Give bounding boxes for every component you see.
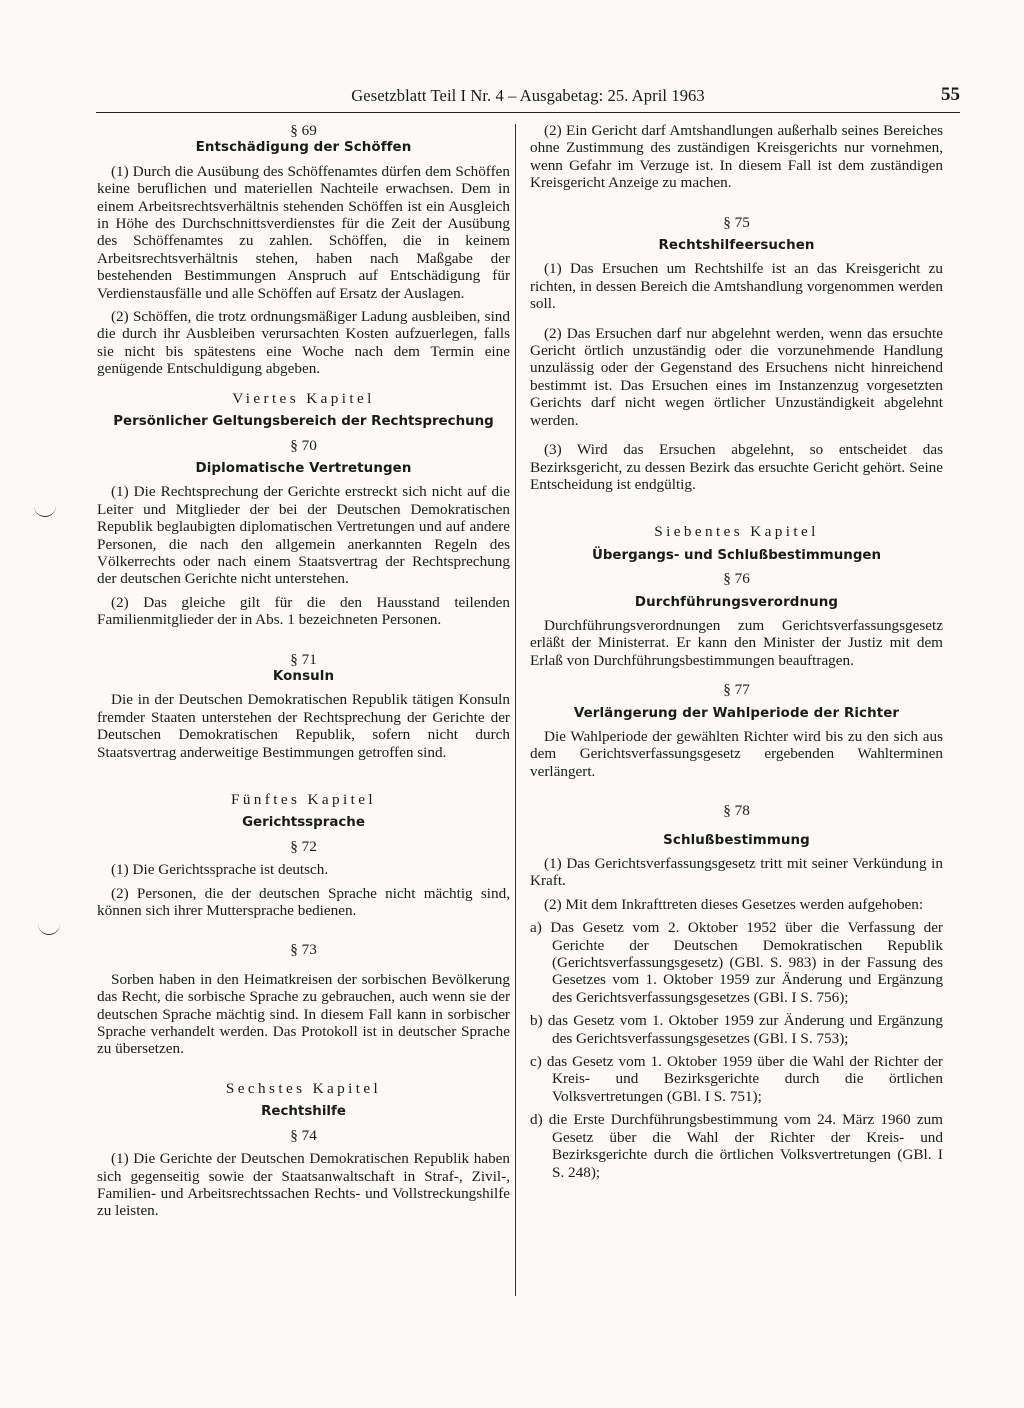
section-number: § 74: [290, 1126, 317, 1144]
section-number: § 72: [290, 837, 317, 855]
paragraph: (1) Das Gerichtsverfassungsgesetz tritt mit seiner Verkündung in Kraft.: [530, 855, 943, 890]
paragraph: Sorben haben in den Heimatkreisen der sorbischen Bevölkerung das Recht, die sorbische Sprache zu gebrauchen, auch wenn sie der deutschen Sprache mächtig sind. In diesem Fall kann in sorbischer Sprache verhandelt werden. Das Protokoll ist in deutscher Sprache zu übersetzen.: [97, 970, 510, 1058]
list-item: b) das Gesetz vom 1. Oktober 1959 zur Änderung und Ergänzung des Gerichtsverfassungsgesetzes (GBl. I S. 753);: [530, 1012, 943, 1047]
paragraph: (1) Die Gerichte der Deutschen Demokratischen Republik haben sich gegenseitig sowie der Staatsanwaltschaft in Straf-, Zivil-, Familien- und Arbeitsrechtssachen Rechts- und Vollstreckungshilfe zu leisten.: [97, 1150, 510, 1220]
left-column: [97, 122, 510, 1220]
chapter-title: Übergangs- und Schlußbestimmungen: [591, 547, 882, 563]
section-number: § 76: [723, 570, 750, 588]
chapter-title: Persönlicher Geltungsbereich der Rechtsprechung: [113, 414, 494, 430]
paragraph: Die in der Deutschen Demokratischen Republik tätigen Konsuln fremder Staaten unterstehen der Rechtsprechung der Gerichte der Deutschen Demokratischen Republik, sofern nicht durch Staatsvertrag anderweitige Bestimmungen getroffen sind.: [97, 691, 510, 761]
paragraph: (2) Mit dem Inkrafttreten dieses Gesetzes werden aufgehoben:: [544, 895, 924, 913]
chapter-label: Sechstes Kapitel: [225, 1079, 382, 1097]
list-item: a) Das Gesetz vom 2. Oktober 1952 über die Verfassung der Gerichte der Deutschen Demokratischen Republik (Gerichtsverfassungsgesetz) (GBl. S. 983) in der Fassung des Gesetzes vom 1. Oktober 1959 zur Änderung und Ergänzung des Gerichtsverfassungsgesetzes (GBl. I S. 756);: [530, 919, 943, 1006]
page-header: [96, 84, 960, 113]
paragraph: (2) Schöffen, die trotz ordnungsmäßiger Ladung ausbleiben, sind die durch ihr Ausbleiben verursachten Kosten aufzuerlegen, falls sie nicht bis spätestens eine Woche nach dem Termin eine genügende Entschuldigung abgeben.: [97, 308, 510, 378]
margin-mark: [38, 924, 60, 935]
section-title: Diplomatische Vertretungen: [195, 460, 412, 476]
chapter-title: Gerichtssprache: [242, 815, 365, 831]
section-title: Durchführungsverordnung: [634, 594, 839, 610]
section-number: § 75: [723, 213, 750, 231]
chapter-label: Viertes Kapitel: [232, 389, 375, 407]
paragraph: (1) Das Ersuchen um Rechtshilfe ist an das Kreisgericht zu richten, in dessen Bereich die Amtshandlung vorgenommen werden soll.: [530, 260, 943, 313]
right-column: [530, 122, 943, 1181]
margin-mark: [34, 506, 56, 517]
paragraph: (3) Wird das Ersuchen abgelehnt, so entscheidet das Bezirksgericht, zu dessen Bezirk das ersuchte Gericht gehört. Seine Entscheidung ist endgültig.: [530, 441, 943, 493]
paragraph: (2) Ein Gericht darf Amtshandlungen außerhalb seines Bereiches ohne Zustimmung des zuständigen Kreisgerichts nur vornehmen, wenn Gefahr im Verzuge ist. In diesem Fall ist dem zuständigen Kreisgericht Anzeige zu machen.: [530, 122, 943, 192]
section-number: § 71: [290, 650, 317, 668]
header-title: Gesetzblatt Teil I Nr. 4 – Ausgabetag: 25. April 1963: [351, 86, 705, 105]
section-number: § 77: [723, 681, 750, 699]
section-title: Verlängerung der Wahlperiode der Richter: [573, 705, 900, 721]
section-number: § 73: [290, 941, 317, 959]
paragraph: (2) Personen, die der deutschen Sprache nicht mächtig sind, können sich ihrer Muttersprache bedienen.: [97, 884, 510, 920]
section-title: Schlußbestimmung: [663, 832, 810, 848]
paragraph: Die Wahlperiode der gewählten Richter wird bis zu den sich aus dem Gerichtsverfassungsgesetz ergebenden Wahlterminen verlängert.: [530, 727, 943, 780]
page-number: 55: [941, 84, 960, 105]
list-item: d) die Erste Durchführungsbestimmung vom 24. März 1960 zum Gesetz über die Wahl der Richter der Kreis- und Bezirksgerichte durch die örtlichen Volksvertretungen (GBl. I S. 248);: [530, 1111, 943, 1181]
chapter-label: Siebentes Kapitel: [654, 523, 819, 541]
section-title: Entschädigung der Schöffen: [195, 140, 412, 156]
section-number: § 69: [290, 122, 317, 139]
paragraph: (1) Die Rechtsprechung der Gerichte erstreckt sich nicht auf die Leiter und Mitglieder der bei der Deutschen Demokratischen Republik beglaubigten diplomatischen Vertretungen und auf andere Personen, die nach den allgemein anerkannten Regeln des Völkerrechts oder nach einem Staatsvertrag der Rechtsprechung der deutschen Gerichte nicht unterstehen.: [97, 483, 510, 588]
chapter-label: Fünftes Kapitel: [230, 791, 377, 808]
list-item: c) das Gesetz vom 1. Oktober 1959 über die Wahl der Richter der Kreis- und Bezirksgerichte durch die örtlichen Volksvertretungen (GBl. I S. 751);: [530, 1053, 943, 1105]
column-divider: [515, 124, 516, 1296]
paragraph: (2) Das Ersuchen darf nur abgelehnt werden, wenn das ersuchte Gericht örtlich unzuständig oder die vorzunehmende Handlung unzulässig oder der Gegenstand des Ersuchens nicht hinreichend bestimmt ist. Das Ersuchen eines im Instanzenzug vorgesetzten Gerichts darf nicht wegen örtlicher Unzuständigkeit abgelehnt werden.: [530, 324, 943, 429]
chapter-title: Rechtshilfe: [261, 1104, 346, 1120]
section-number: § 78: [723, 802, 750, 820]
paragraph: Durchführungsverordnungen zum Gerichtsverfassungsgesetz erläßt der Ministerrat. Er kann den Minister der Justiz mit dem Erlaß von Durchführungsbestimmungen beauftragen.: [530, 616, 943, 669]
paragraph: (1) Die Gerichtssprache ist deutsch.: [111, 861, 329, 879]
section-title: Rechtshilfeersuchen: [658, 238, 815, 254]
paragraph: (2) Das gleiche gilt für die den Hausstand teilenden Familienmitglieder der in Abs. 1 bezeichneten Personen.: [97, 593, 510, 629]
paragraph: (1) Durch die Ausübung des Schöffenamtes dürfen dem Schöffen keine beruflichen und materiellen Nachteile erwachsen. Dem in einem Arbeitsrechtsverhältnis stehenden Schöffen ist ein Ausgleich in Höhe des Durchschnittsverdienstes für die Zeit der Ausübung des Schöffenamtes zu zahlen. Schöffen, die in keinem Arbeitsrechtsverhältnis stehen, haben nach Maßgabe der bestehenden Bestimmungen Anspruch auf Entschädigung für Verdienstausfälle und alle Schöffen auf Ersatz der Auslagen.: [97, 162, 510, 302]
section-number: § 70: [290, 436, 317, 454]
section-title: Konsuln: [272, 668, 335, 684]
